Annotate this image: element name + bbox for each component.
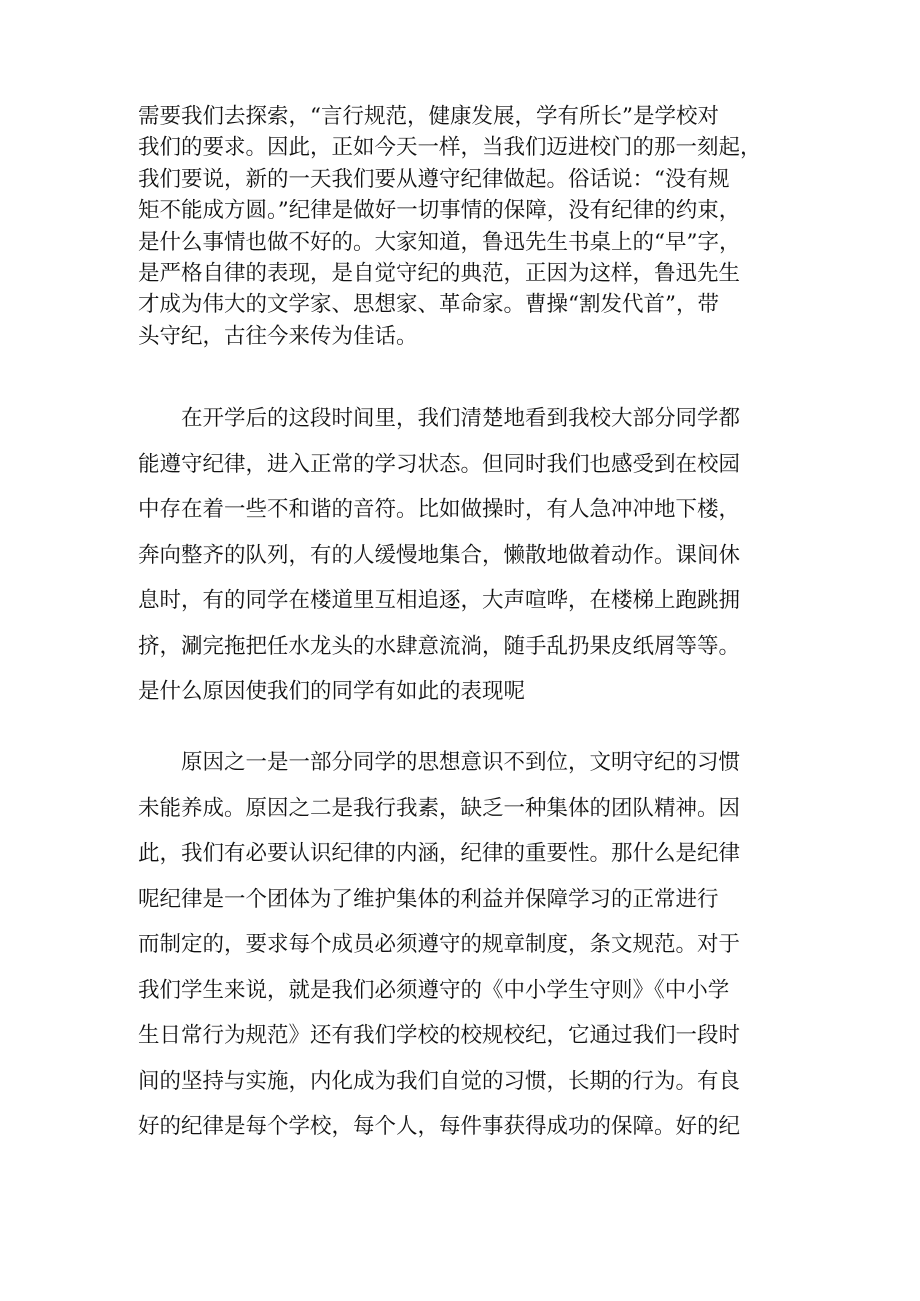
- paragraph-line: 能遵守纪律，进入正常的学习状态。但同时我们也感受到在校园: [138, 451, 741, 477]
- paragraph-line: 息时，有的同学在楼道里互相追逐，大声喧哗，在楼梯上跑跳拥: [138, 588, 741, 613]
- paragraph-1: [138, 101, 798, 352]
- paragraph-line: 挤，涮完拖把任水龙头的水肆意流淌，随手乱扔果皮纸屑等等。: [138, 633, 741, 659]
- paragraph-line: 未能养成。原因之二是我行我素，缺乏一种集体的团队精神。因: [138, 795, 741, 821]
- paragraph-line: 原因之一是一部分同学的思想意识不到位，文明守纪的习惯: [181, 750, 741, 775]
- paragraph-line: 中存在着一些不和谐的音符。比如做操时，有人急冲冲地下楼，: [138, 497, 741, 522]
- paragraph-line: 而制定的，要求每个成员必须遵守的规章制度，条文规范。对于: [138, 932, 741, 957]
- paragraph-line: 我们的要求。因此，正如今天一样，当我们迈进校门的那一刻起，: [138, 135, 762, 161]
- paragraph-line: 需要我们去探索，“言行规范，健康发展，学有所长”是学校对: [138, 104, 719, 129]
- paragraph-line: 奔向整齐的队列，有的人缓慢地集合，懒散地做着动作。课间休: [138, 542, 741, 568]
- paragraph-line: 是什么事情也做不好的。大家知道，鲁迅先生书桌上的“早”字，: [138, 229, 741, 255]
- paragraph-line: 好的纪律是每个学校，每个人，每件事获得成功的保障。好的纪: [138, 1114, 741, 1139]
- paragraph-line: 呢纪律是一个团体为了维护集体的利益并保障学习的正常进行: [138, 886, 719, 912]
- paragraph-line: 我们要说，新的一天我们要从遵守纪律做起。俗话说：“没有规: [138, 166, 730, 192]
- paragraph-2: [138, 396, 798, 715]
- paragraph-line: 是什么原因使我们的同学有如此的表现呢: [138, 679, 526, 704]
- paragraph-line: 是严格自律的表现，是自觉守纪的典范，正因为这样，鲁迅先生: [138, 261, 741, 287]
- paragraph-line: 生日常行为规范》还有我们学校的校规校纪，它通过我们一段时: [138, 1023, 741, 1048]
- paragraph-line: 矩不能成方圆。”纪律是做好一切事情的保障，没有纪律的约束，: [138, 198, 741, 224]
- paragraph-line: 间的坚持与实施，内化成为我们自觉的习惯，长期的行为。有良: [138, 1068, 741, 1094]
- paragraph-line: 才成为伟大的文学家、思想家、革命家。曹操“割发代首”，带: [138, 292, 719, 318]
- paragraph-line: 头守纪，古往今来传为佳话。: [138, 323, 418, 349]
- paragraph-line: 我们学生来说，就是我们必须遵守的《中小学生守则》《中小学: [138, 977, 730, 1003]
- paragraph-line: 在开学后的这段时间里，我们清楚地看到我校大部分同学都: [181, 406, 741, 431]
- paragraph-3: [138, 740, 798, 1150]
- paragraph-line: 此，我们有必要认识纪律的内涵，纪律的重要性。那什么是纪律: [138, 841, 741, 866]
